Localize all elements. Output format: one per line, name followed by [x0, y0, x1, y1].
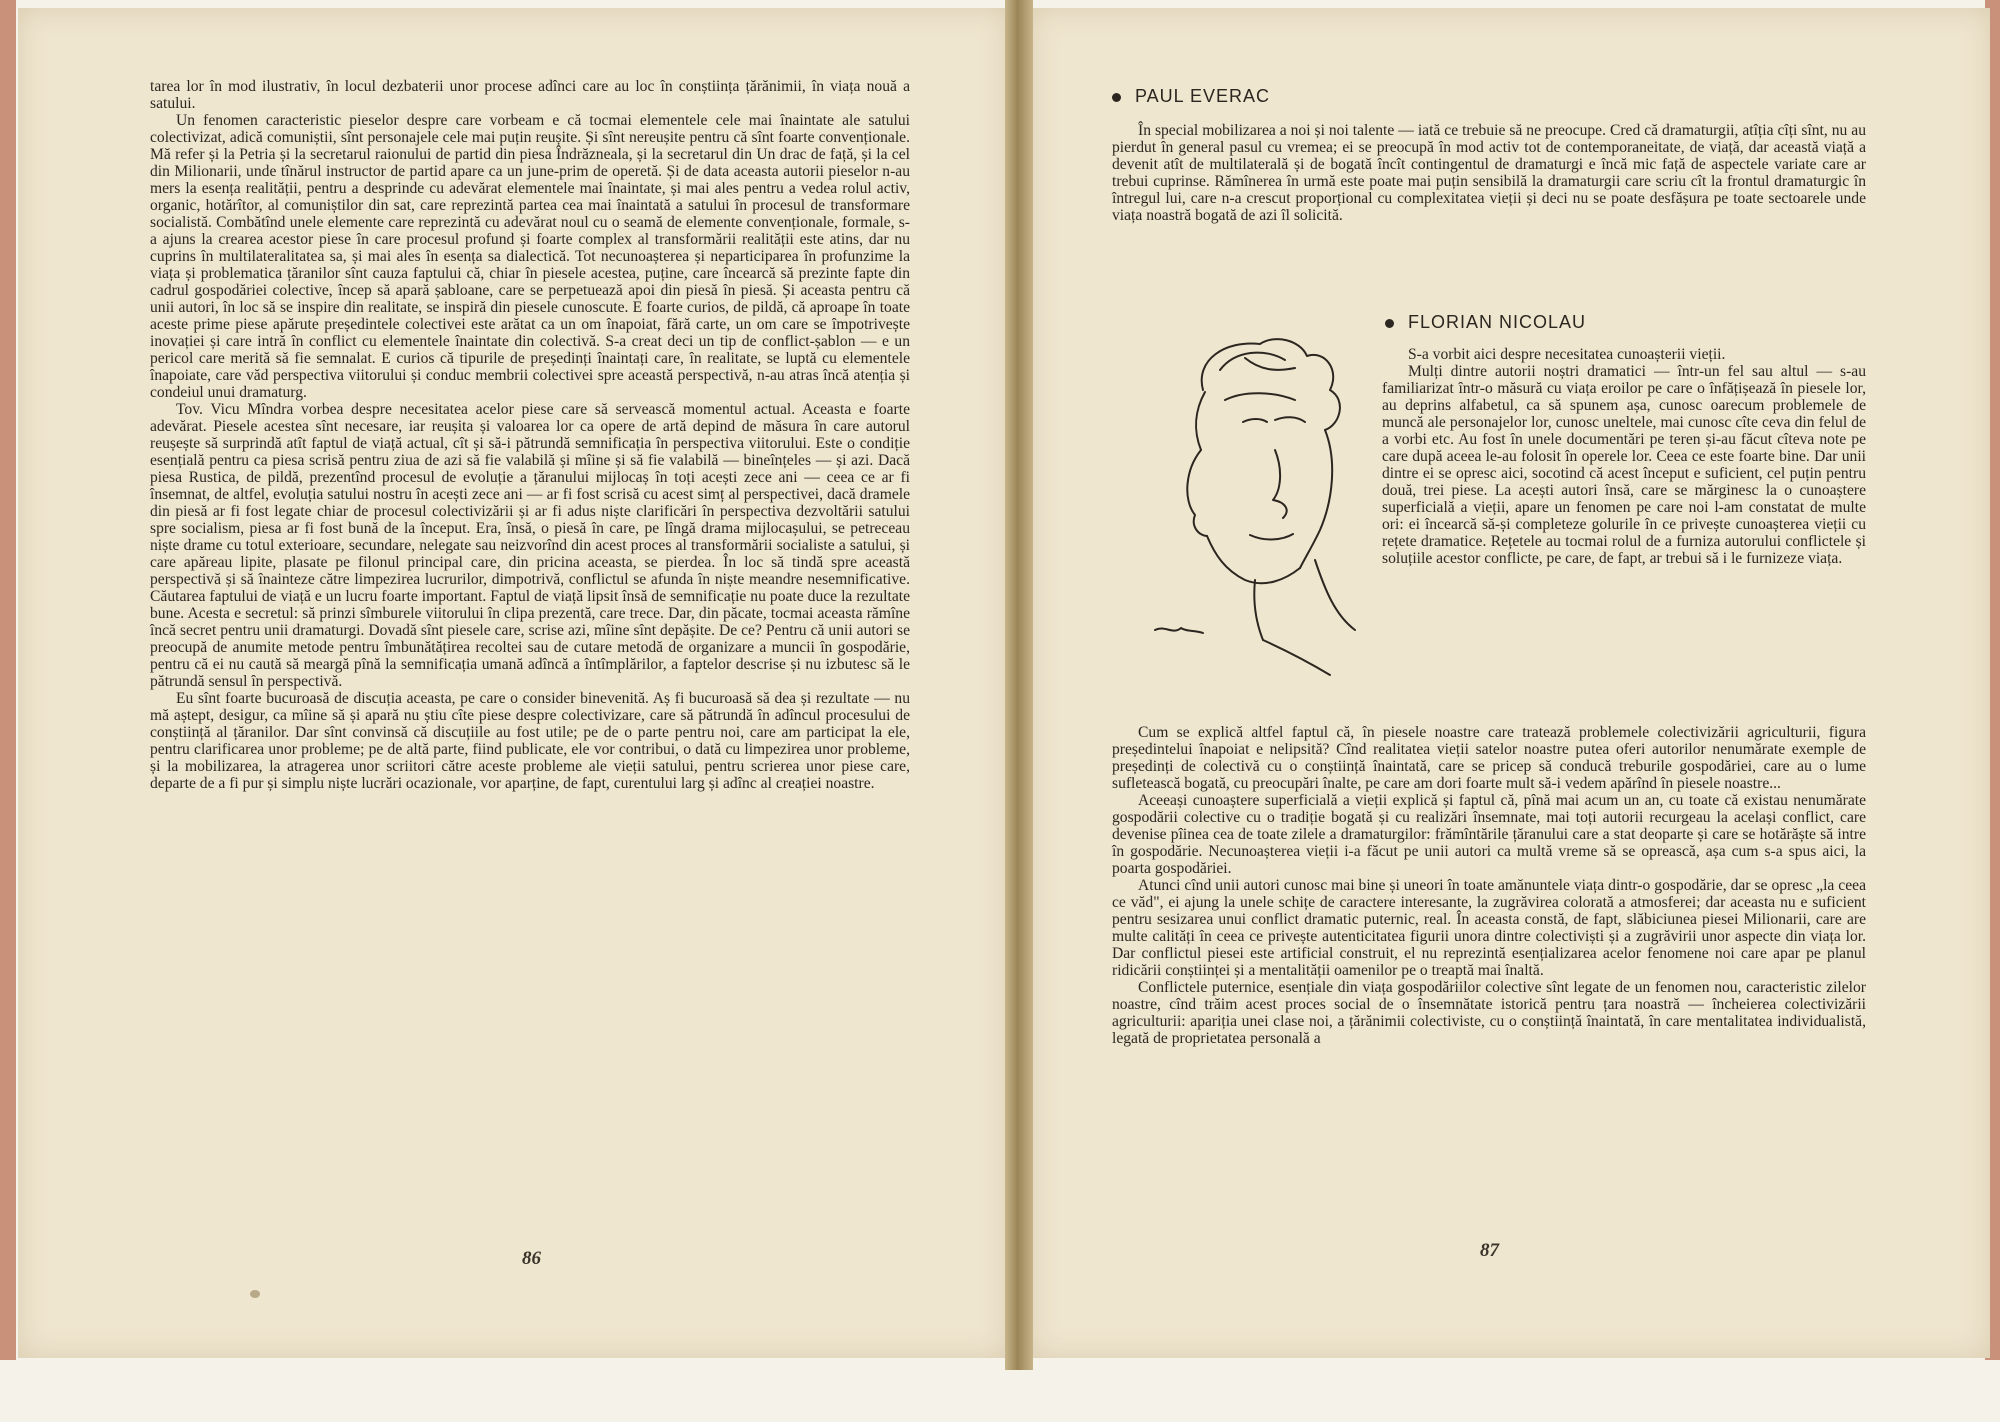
right-paragraph-4: Cum se explică altfel faptul că, în piesele noastre care tratează problemele colectivizării agriculturii, figura președintelui înapoiat e nelipsită? Cînd realitatea vieții satelor noastre putea oferi autorilor nenumărate exemple de președinți de colectivă cu o conștiință înaintată, care se pricep să conducă treburile gospodăriei, care au o lume sufletească bogată, cu preocupări înalte, pe care am dori foarte mult să-i vedem apărînd în piesele noastre... — [1112, 724, 1866, 792]
florian-nicolau-continuation — [1112, 724, 1866, 1047]
florian-nicolau-text — [1382, 346, 1866, 567]
cover-edge-left — [0, 0, 16, 1360]
heading-text: FLORIAN NICOLAU — [1408, 312, 1587, 332]
heading-text: PAUL EVERAC — [1135, 86, 1271, 106]
portrait-sketch-icon — [1125, 330, 1365, 690]
left-paragraph-4: Eu sînt foarte bucuroasă de discuția aceasta, pe care o consider binevenită. Aș fi bucuroasă să dea și rezultate — nu mă aștept, desigur, ca mîine să și apară nu știu cîte piese despre colectivizare, care să pătrundă în adîncul procesului de conștiință al țăranilor. Dar sînt convinsă că discuțiile au fost utile; pe de o parte pentru noi, care am participat la ele, pentru clarificarea unor probleme; pe de altă parte, fiind publicate, ele vor contribui, o dată cu limpezirea unor probleme, și la mobilizarea, la atragerea unor scriitori către aceste probleme ale vieții satului, pentru scrierea unor piese care, departe de a fi pur și simplu niște lucrări ocazionale, vor aparține, de fapt, curentului larg și adînc al creației noastre. — [150, 690, 910, 792]
right-paragraph-1: În special mobilizarea a noi și noi talente — iată ce trebuie să ne preocupe. Cred că dramaturgii, atîția cîți sînt, nu au pierdut în general pasul cu vremea; ei se preocupă în mod activ tot de contemporaneitate, de viață, dar această viață a devenit atît de multilaterală și de bogată încît contingentul de dramaturgi e încă mic față de aspectele variate care ar trebui cuprinse. Rămînerea în urmă este poate mai puțin sensibilă la dramaturgii care scriu cît la frontul dramaturgic în întregul lui, care n-a crescut proporțional cu complexitatea vieții și deci nu se poate desfășura pe toate sectoarele unde viața noastră bogată de azi îl solicită. — [1112, 122, 1866, 224]
left-page-text — [150, 78, 910, 792]
section-heading-paul-everac — [1112, 86, 1270, 107]
right-paragraph-2: S-a vorbit aici despre necesitatea cunoașterii vieții. — [1408, 346, 1726, 363]
right-paragraph-7: Conflictele puternice, esențiale din viața gospodăriilor colective sînt legate de un fenomen nou, caracteristic zilelor noastre, cînd trăim acest proces social de o însemnătate istorică pentru țara noastră — încheierea colectivizării agriculturii: apariția unei clase noi, a țărănimii colectiviste, cu o conștiință înaintată, în care mentalitatea individualistă, legată de proprietatea personală a — [1112, 979, 1866, 1047]
right-paragraph-3: Mulți dintre autorii noștri dramatici — într-un fel sau altul — s-au familiarizat într-o măsură cu viața eroilor pe care o înfățișează în piesele lor, au deprins alfabetul, ca să spunem așa, cunosc oarecum problemele de muncă ale personajelor lor, cunosc uneltele, mai cunosc cîte ceva din felul de a vorbi etc. Au fost în unele documentări pe teren și-au făcut cîteva note pe care după aceea le-au folosit în operele lor. Ceea ce este foarte bine. Dar unii dintre ei se opresc aici, socotind că acest început e suficient, cel puțin pentru două, trei piese. La acești autori însă, care se mărginesc la o cunoaștere superficială a vieții, apare un fenomen pe care noi l-am constatat de multe ori: ei încearcă să-și completeze golurile în ce privește cunoașterea vieții cu rețete dramatice. Rețetele au tocmai rolul de a furniza autorului conflictele și soluțiile acestor conflicte, pe care, de fapt, ar trebui să i le furnizeze viața. — [1382, 363, 1866, 567]
left-paragraph-2: Un fenomen caracteristic pieselor despre care vorbeam e că tocmai elementele cele mai înaintate ale satului colectivizat, adică comuniștii, sînt personajele cele mai puțin reușite. Și sînt nereușite pentru că sînt foarte convenționale. Mă refer și la Petria și la secretarul raionului de partid din piesa Îndrăzneala, și la secretarul din Un drac de față, și la cel din Milionarii, unde tînărul instructor de partid apare ca un june-prim de operetă. Și de data aceasta autorii pieselor n-au mers la esența realității, pentru a desprinde cu adevărat elementele mai înaintate, și mai ales pentru a vedea rolul activ, organic, hotărîtor, al comuniștilor din sat, care reprezintă partea cea mai înaintată a satului în procesul de transformare socialistă. Combătînd unele elemente care reprezintă cu adevărat noul cu o seamă de elemente convenționale, formale, s-a ajuns la crearea acestor piese în care procesul profund și foarte complex al transformării realității este atins, dar nu cuprins în multilateralitatea sa, și mai ales în esența sa dialectică. Tot necunoașterea și neparticiparea în profunzime la viața și problematica țăranilor sînt cauza faptului că, chiar în piesele acestea, puține, care încearcă să prezinte fapte din cadrul gospodăriei colective, încep să apară șabloane, care se perpetuează apoi din piesă în piesă. Și aceasta pentru că unii autori, în loc să se inspire din realitate, se inspiră din piesele cunoscute. E foarte curios, de pildă, că aproape în toate aceste prime piese apărute președintele colectivei este arătat ca un om înapoiat, fără carte, un om care se împotrivește inovației și care intră în conflict cu elementele înaintate din colectivă. S-a creat deci un tip de conflict-șablon — e un pericol care merită să fie semnalat. E curios că tipurile de președinți înaintați care, în realitate, se luptă cu elementele înapoiate, care văd perspectiva viitorului și conduc membrii colectivei spre această perspectivă, n-au atras încă atenția și condeiul unui dramaturg. — [150, 112, 910, 401]
right-paragraph-5: Aceeași cunoaștere superficială a vieții explică și faptul că, pînă mai acum un an, cu toate că existau nenumărate gospodării colective cu o tradiție bogată și cu realizări însemnate, mai toți autorii recurgeau la același conflict, care devenise pîinea cea de toate zilele a dramaturgilor: frămîntările țăranului care a stat deoparte și care se hotărăște să intre în gospodărie. Necunoașterea vieții i-a făcut pe unii autori ca multă vreme să se oprească, așa cum s-a spus aici, la poarta gospodăriei. — [1112, 792, 1866, 877]
left-paragraph-1: tarea lor în mod ilustrativ, în locul dezbaterii unor procese adînci care au loc în conștiința țărănimii, în viața nouă a satului. — [150, 78, 910, 112]
bullet-icon — [1385, 319, 1394, 328]
page-number-right: 87 — [1480, 1240, 1499, 1261]
page-number-left: 86 — [522, 1248, 541, 1269]
left-paragraph-3: Tov. Vicu Mîndra vorbea despre necesitatea acelor piese care să servească momentul actual. Aceasta e foarte adevărat. Piesele acestea sînt necesare, iar reușita și valoarea lor ca opere de artă depind de măsura în care autorul reușește să surprindă atît faptul de viață actual, cît și să-i pătrundă semnificația în perspectiva viitorului. Este o condiție esențială pentru ca piesa scrisă pentru ziua de azi să fie valabilă și mîine și să fie valabilă — bineînțeles — și azi. Dacă piesa Rustica, de pildă, prezentînd procesul de evoluție a țăranului mijlocaș în toți acești zece ani — ceea ce ar fi însemnat, de altfel, evoluția satului nostru în acești zece ani — ar fi fost scrisă cu acest simț al perspectivei, dacă dramele din piesă ar fi fost legate chiar de procesul colectivizării și ar fi adus niște clarificări în perspectiva dezvoltării satului spre socialism, piesa ar fi fost bună de la început. Era, însă, o piesă în care, pe lîngă drama mijlocașului, se petreceau niște drame cu totul exterioare, secundare, nelegate sau neizvorînd din acest proces al transformării socialiste a satului, și care apăreau lipite, plasate pe filonul principal care, din pricina aceasta, se pierdea. În loc să tindă spre această perspectivă și să înainteze către limpezirea lucrurilor, dimpotrivă, conflictul se afunda în niște meandre nesemnificative. Căutarea faptului de viață e un lucru foarte important. Faptul de viață lipsit însă de semnificație nu poate duce la rezultate bune. Acesta e secretul: să prinzi sîmburele viitorului în clipa prezentă, care trece. Dar, din păcate, tocmai aceasta rămîne încă secret pentru unii dramaturgi. Dovadă sînt piesele care, scrise azi, mîine sînt depășite. De ce? Pentru că unii autori se preocupă de anumite metode pentru îmbunătățirea recoltei sau de cutare metodă de organizare a muncii în gospodărie, pentru că ei nu caută să meargă pînă la semnificația umană adîncă a întîmplărilor, a faptelor descrise și nu izbutesc să le pătrundă sensul în perspectivă. — [150, 401, 910, 690]
bullet-icon — [1112, 93, 1121, 102]
right-paragraph-6: Atunci cînd unii autori cunosc mai bine și uneori în toate amănuntele viața dintr-o gospodărie, dar se opresc „la ceea ce văd", ei ajung la unele schițe de caractere interesante, la zugrăvirea colorată a atmosferei; dar aceasta nu e suficient pentru sesizarea unui conflict dramatic puternic, real. În aceasta constă, de fapt, slăbiciunea piesei Milionarii, care are multe calități în ceea ce privește autenticitatea figurii unora dintre colectiviști și a zugrăvirii unor aspecte din viața lor. Dar conflictul piesei este artificial construit, el nu reprezintă esențializarea acelor fenomene noi care apar pe planul ridicării conștiinței și a mentalității oamenilor pe o treaptă mai înaltă. — [1112, 877, 1866, 979]
paper-spot — [250, 1290, 260, 1298]
paul-everac-text — [1112, 122, 1866, 224]
book-spine — [1005, 0, 1033, 1370]
section-heading-florian-nicolau — [1385, 312, 1586, 333]
